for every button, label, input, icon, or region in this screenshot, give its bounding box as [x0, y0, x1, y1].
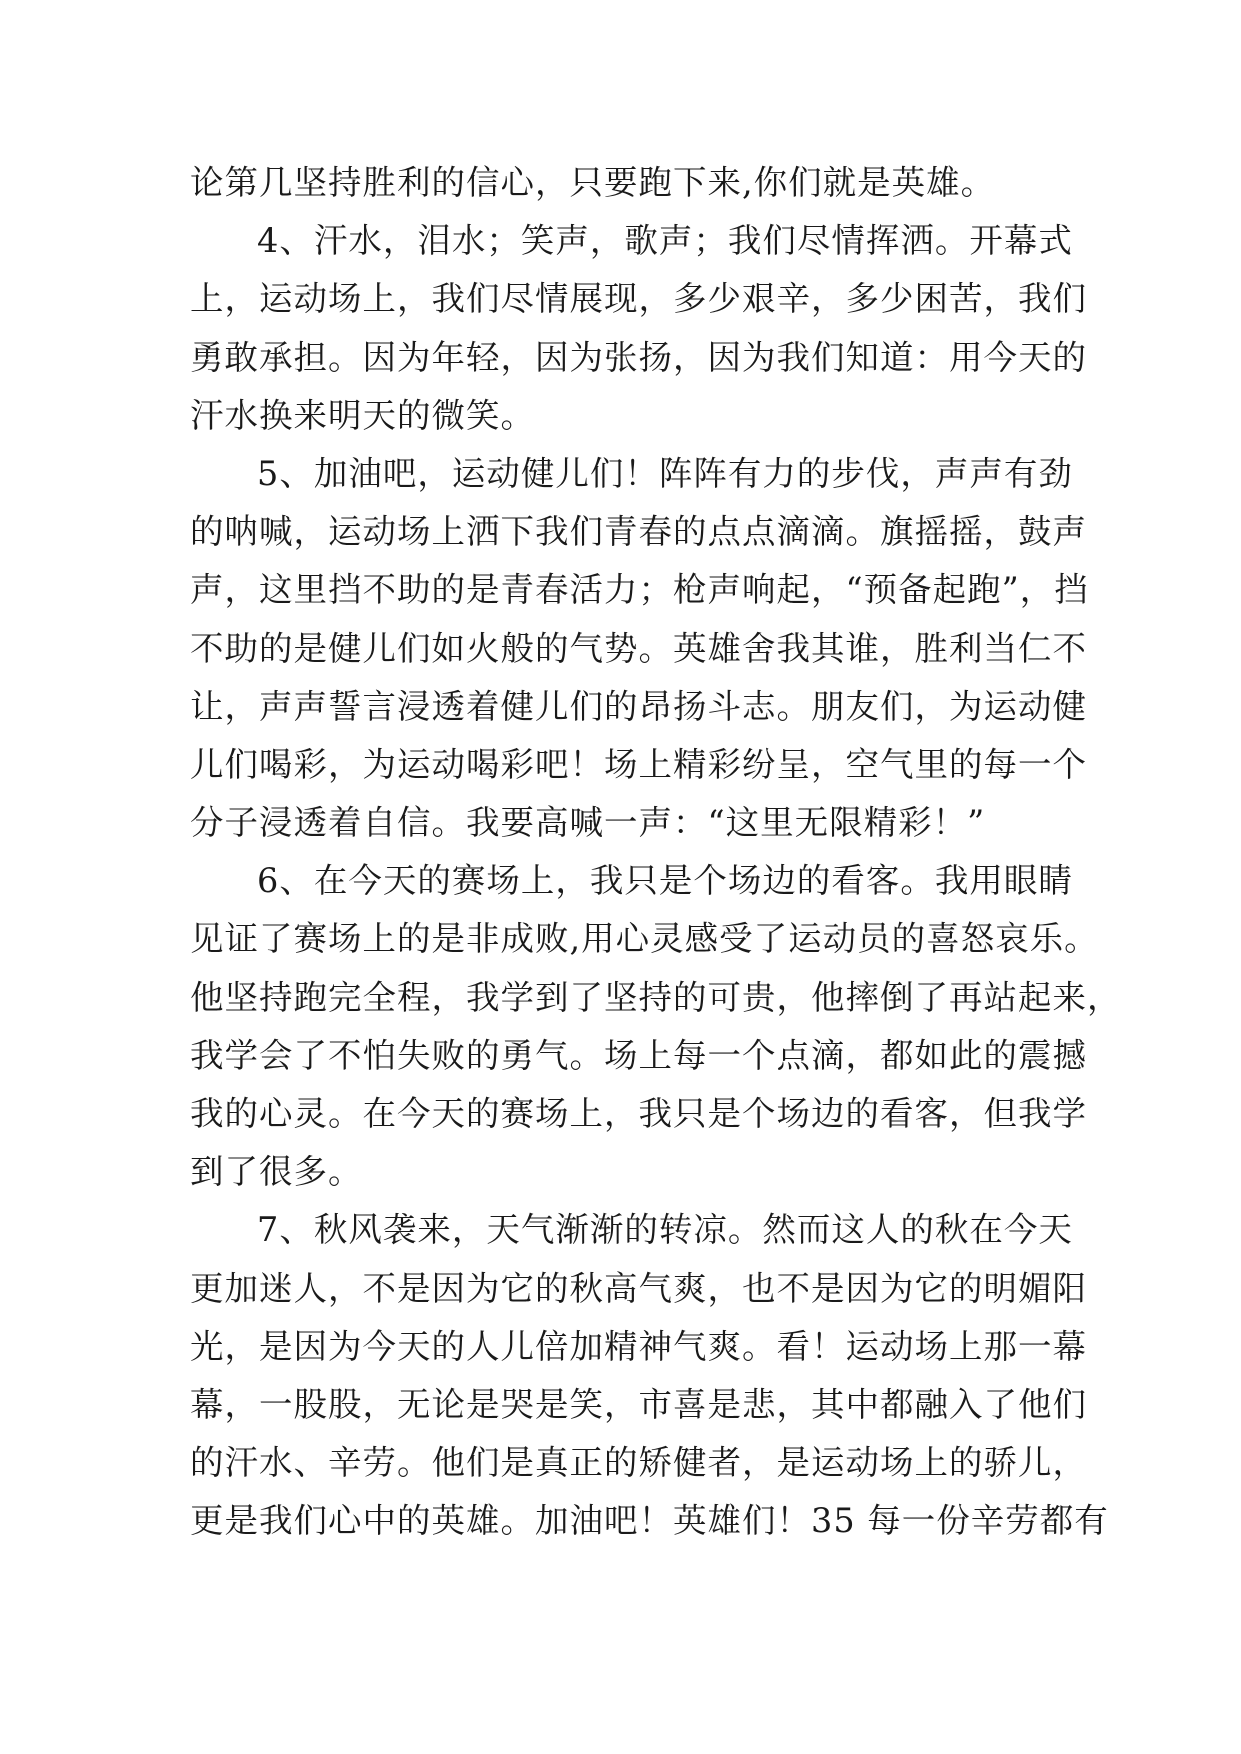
- text-line: 勇敢承担。因为年轻，因为张扬，因为我们知道：用今天的: [190, 337, 1087, 377]
- text-line: 让，声声誓言浸透着健儿们的昂扬斗志。朋友们，为运动健: [190, 686, 1087, 726]
- text-line: 论第几坚持胜利的信心，只要跑下来,你们就是英雄。: [190, 163, 996, 202]
- text-line: 7、秋风袭来，天气渐渐的转凉。然而这人的秋在今天: [257, 1210, 1073, 1250]
- text-line: 我学会了不怕失败的勇气。场上每一个点滴，都如此的震撼: [190, 1035, 1087, 1075]
- text-line: 6、在今天的赛场上，我只是个场边的看客。我用眼睛: [257, 861, 1073, 901]
- text-line: 5、加油吧，运动健儿们！阵阵有力的步伐，声声有劲: [257, 453, 1073, 493]
- text-line: 上，运动场上，我们尽情展现，多少艰辛，多少困苦，我们: [190, 279, 1087, 319]
- text-line: 的呐喊，运动场上洒下我们青春的点点滴滴。旗摇摇，鼓声: [190, 512, 1087, 552]
- text-line: 4、汗水，泪水；笑声，歌声；我们尽情挥洒。开幕式: [257, 221, 1073, 261]
- text-line: 的汗水、辛劳。他们是真正的矫健者，是运动场上的骄儿，: [190, 1443, 1087, 1483]
- text-line: 不助的是健儿们如火般的气势。英雄舍我其谁，胜利当仁不: [190, 628, 1087, 668]
- text-line: 到了很多。: [190, 1152, 363, 1192]
- text-line: 儿们喝彩，为运动喝彩吧！场上精彩纷呈，空气里的每一个: [190, 744, 1087, 784]
- document-body: [190, 154, 1122, 1551]
- text-line: 我的心灵。在今天的赛场上，我只是个场边的看客，但我学: [190, 1094, 1087, 1133]
- text-line: 见证了赛场上的是非成败,用心灵感受了运动员的喜怒哀乐。: [190, 919, 1099, 959]
- text-line: 他坚持跑完全程，我学到了坚持的可贵，他摔倒了再站起来，: [190, 977, 1122, 1017]
- text-line: 幕，一股股，无论是哭是笑，市喜是悲，其中都融入了他们: [190, 1384, 1087, 1424]
- text-line: 声，这里挡不助的是青春活力；枪声响起，“预备起跑”，挡: [190, 570, 1089, 610]
- text-line: 分子浸透着自信。我要高喊一声：“这里无限精彩！”: [190, 803, 986, 843]
- text-line: 更加迷人，不是因为它的秋高气爽，也不是因为它的明媚阳: [190, 1268, 1087, 1308]
- text-line: 汗水换来明天的微笑。: [190, 395, 535, 435]
- text-line: 更是我们心中的英雄。加油吧！英雄们！35 每一份辛劳都有: [190, 1501, 1109, 1541]
- text-line: 光，是因为今天的人儿倍加精神气爽。看！运动场上那一幕: [190, 1326, 1087, 1366]
